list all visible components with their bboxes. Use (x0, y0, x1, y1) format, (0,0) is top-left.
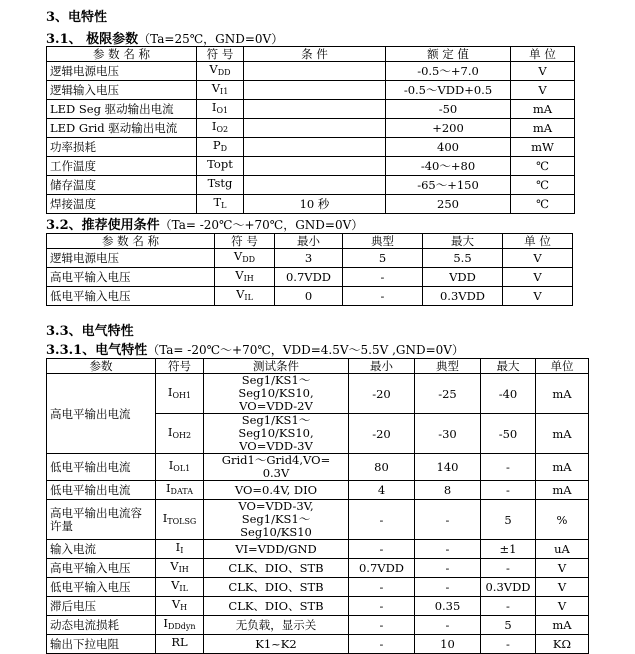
col-header: 符 号 (215, 234, 275, 249)
param-max: - (481, 597, 536, 616)
param-typ: -25 (415, 374, 481, 414)
table-row (47, 119, 575, 138)
table-row (47, 454, 589, 481)
param-name: 逻辑电源电压 (47, 62, 197, 81)
param-condition: CLK、DIO、STB (204, 597, 349, 616)
section-3-2-conditions: （Ta= -20℃～+70℃，GND=0V） (159, 218, 364, 232)
param-name: 逻辑电源电压 (47, 249, 215, 268)
param-unit: mA (511, 100, 575, 119)
symbol-letter: V (171, 578, 180, 592)
param-symbol (156, 481, 204, 500)
symbol-letter: I (168, 458, 174, 472)
section-3-title: 3、电特性 (46, 10, 108, 25)
param-name: 输入电流 (47, 540, 156, 559)
symbol-letter: I (163, 616, 168, 630)
param-unit: ℃ (511, 176, 575, 195)
param-max: VDD (423, 268, 503, 287)
param-symbol (197, 157, 244, 176)
param-max: - (481, 559, 536, 578)
param-condition: Seg1/KS1～Seg10/KS10, VO=VDD-3V (204, 414, 349, 454)
section-3-3-title: 3.3、电气特性 (46, 324, 134, 339)
symbol-letter: V (171, 597, 181, 611)
param-condition: 无负载，显示关 (204, 616, 349, 635)
param-unit: mA (511, 119, 575, 138)
table-row (47, 481, 589, 500)
symbol-letter: I (211, 100, 217, 114)
param-symbol (156, 540, 204, 559)
symbol-letter: V (209, 62, 218, 76)
param-rating: -40～+80 (386, 157, 511, 176)
col-header: 参 数 名 称 (47, 47, 197, 62)
param-min: - (349, 500, 415, 540)
param-typ: - (343, 268, 423, 287)
col-header: 符 号 (197, 47, 244, 62)
param-min: 3 (275, 249, 343, 268)
param-min: -20 (349, 374, 415, 414)
symbol-subscript: I (180, 546, 184, 555)
param-typ: - (343, 287, 423, 306)
param-condition: Grid1～Grid4,VO= 0.3V (204, 454, 349, 481)
param-typ: - (415, 540, 481, 559)
col-header: 单位 (536, 359, 589, 374)
symbol-letter: I (211, 119, 217, 133)
param-symbol (156, 500, 204, 540)
symbol-subscript: DDdyn (167, 622, 196, 631)
param-name: 功率损耗 (47, 138, 197, 157)
param-symbol (215, 268, 275, 287)
param-rating: 250 (386, 195, 511, 214)
symbol-letter: I (166, 481, 171, 495)
table-row (47, 287, 573, 306)
col-header: 额 定 值 (386, 47, 511, 62)
param-unit: mA (536, 481, 589, 500)
param-max: 5 (481, 616, 536, 635)
param-symbol (156, 597, 204, 616)
param-typ: -30 (415, 414, 481, 454)
param-unit: uA (536, 540, 589, 559)
param-symbol (156, 454, 204, 481)
param-name: 低电平输出电流 (47, 481, 156, 500)
section-3-1-heading (46, 28, 283, 47)
param-symbol (156, 616, 204, 635)
param-condition: K1~K2 (204, 635, 349, 654)
col-header: 条 件 (244, 47, 386, 62)
param-max: -40 (481, 374, 536, 414)
param-min: - (349, 616, 415, 635)
symbol-subscript: OL1 (173, 464, 191, 473)
param-symbol (156, 578, 204, 597)
param-unit: V (503, 287, 573, 306)
param-min: - (349, 635, 415, 654)
col-header: 最小 (349, 359, 415, 374)
symbol-letter: V (170, 559, 179, 573)
symbol-letter: T (213, 195, 222, 209)
section-3-1-title: 3.1、 极限参数 (46, 32, 139, 47)
param-rating: -0.5～+7.0 (386, 62, 511, 81)
symbol-letter: I (167, 384, 173, 399)
param-min: -20 (349, 414, 415, 454)
param-name: 高电平输出电流 (47, 374, 156, 454)
param-name: 滞后电压 (47, 597, 156, 616)
param-typ: - (415, 559, 481, 578)
section-3-3-1-conditions: （Ta= -20℃～+70℃，VDD=4.5V～5.5V ,GND=0V） (147, 343, 464, 357)
param-symbol (197, 100, 244, 119)
param-name: 输出下拉电阻 (47, 635, 156, 654)
param-min: 4 (349, 481, 415, 500)
param-min: 0.7VDD (349, 559, 415, 578)
param-unit: mA (536, 616, 589, 635)
table-row (47, 62, 575, 81)
section-3-1-conditions: （Ta=25℃，GND=0V） (138, 32, 284, 46)
table-row (47, 176, 575, 195)
param-unit: ℃ (511, 195, 575, 214)
symbol-subscript: IH (243, 274, 254, 283)
param-unit: V (503, 268, 573, 287)
param-unit: % (536, 500, 589, 540)
electrical-characteristics-table (46, 358, 589, 654)
param-typ: 0.35 (415, 597, 481, 616)
col-header: 典型 (415, 359, 481, 374)
param-name: LED Seg 驱动输出电流 (47, 100, 197, 119)
param-rating: 400 (386, 138, 511, 157)
param-condition: CLK、DIO、STB (204, 559, 349, 578)
symbol-subscript: O1 (216, 106, 229, 115)
section-3-2-heading (46, 214, 363, 233)
param-symbol (197, 138, 244, 157)
table-row (47, 597, 589, 616)
param-unit: mA (536, 454, 589, 481)
param-condition (244, 119, 386, 138)
param-condition (244, 176, 386, 195)
param-symbol (156, 559, 204, 578)
table-row (47, 249, 573, 268)
param-condition: VO=VDD-3V, Seg1/KS1～Seg10/KS10 (204, 500, 349, 540)
param-unit: V (511, 81, 575, 100)
symbol-subscript: IH (178, 565, 189, 574)
symbol-subscript: I1 (220, 87, 229, 96)
param-rating: +200 (386, 119, 511, 138)
section-3-3-1-heading (46, 339, 464, 358)
param-max: ±1 (481, 540, 536, 559)
param-name: 焊接温度 (47, 195, 197, 214)
table-row (47, 635, 589, 654)
param-name: 高电平输入电压 (47, 559, 156, 578)
symbol-letter: V (233, 249, 243, 263)
table-row (47, 616, 589, 635)
table-row (47, 195, 575, 214)
symbol-letter: Topt (207, 157, 233, 171)
param-max: - (481, 481, 536, 500)
param-typ: 8 (415, 481, 481, 500)
param-unit: mW (511, 138, 575, 157)
param-max: -50 (481, 414, 536, 454)
param-condition: VI=VDD/GND (204, 540, 349, 559)
table-row (47, 578, 589, 597)
param-rating: -50 (386, 100, 511, 119)
symbol-subscript: DATA (170, 487, 193, 496)
param-name: 储存温度 (47, 176, 197, 195)
col-header: 典型 (343, 234, 423, 249)
param-unit: V (503, 249, 573, 268)
symbol-letter: V (211, 81, 221, 95)
param-min: - (349, 540, 415, 559)
param-typ: 140 (415, 454, 481, 481)
symbol-letter: I (175, 540, 181, 554)
col-header: 单 位 (511, 47, 575, 62)
table-row (47, 81, 575, 100)
param-unit: V (536, 597, 589, 616)
param-name: 高电平输入电压 (47, 268, 215, 287)
param-symbol (197, 62, 244, 81)
param-symbol (197, 81, 244, 100)
section-3-2-title: 3.2、推荐使用条件 (46, 218, 160, 233)
table-row (47, 100, 575, 119)
param-typ: - (415, 500, 481, 540)
param-rating: -0.5～VDD+0.5 (386, 81, 511, 100)
symbol-subscript: H (180, 603, 188, 612)
param-condition (244, 138, 386, 157)
param-typ: - (415, 578, 481, 597)
col-header: 测试条件 (204, 359, 349, 374)
param-name: 工作温度 (47, 157, 197, 176)
param-condition: CLK、DIO、STB (204, 578, 349, 597)
param-condition: Seg1/KS1～Seg10/KS10, VO=VDD-2V (204, 374, 349, 414)
param-typ: 5 (343, 249, 423, 268)
section-3-3-1-title: 3.3.1、电气特性 (46, 343, 148, 358)
col-header: 最小 (275, 234, 343, 249)
param-name: 低电平输入电压 (47, 578, 156, 597)
param-rating: -65～+150 (386, 176, 511, 195)
table-row (47, 268, 573, 287)
table-row (47, 138, 575, 157)
symbol-letter: P (212, 138, 221, 152)
param-symbol (215, 249, 275, 268)
param-condition: 10 秒 (244, 195, 386, 214)
param-max: 0.3VDD (481, 578, 536, 597)
param-min: 0 (275, 287, 343, 306)
symbol-letter: I (167, 424, 173, 439)
absolute-max-table (46, 46, 575, 214)
col-header: 单 位 (503, 234, 573, 249)
param-unit: ℃ (511, 157, 575, 176)
param-unit: KΩ (536, 635, 589, 654)
param-condition (244, 100, 386, 119)
param-min: - (349, 597, 415, 616)
param-symbol (197, 119, 244, 138)
param-max: - (481, 635, 536, 654)
symbol-letter: V (236, 287, 245, 301)
param-symbol (156, 374, 204, 414)
param-unit: mA (536, 414, 589, 454)
col-header: 最大 (481, 359, 536, 374)
param-symbol (156, 414, 204, 454)
symbol-subscript: IL (244, 293, 253, 302)
table-row (47, 374, 589, 414)
col-header: 符号 (156, 359, 204, 374)
param-unit: V (536, 559, 589, 578)
symbol-subscript: DD (217, 68, 231, 77)
symbol-subscript: D (220, 144, 228, 153)
param-min: 0.7VDD (275, 268, 343, 287)
table-row (47, 559, 589, 578)
param-unit: mA (536, 374, 589, 414)
table-row (47, 157, 575, 176)
param-name: 高电平输出电流容许量 (47, 500, 156, 540)
symbol-subscript: OH1 (172, 390, 192, 400)
recommended-conditions-table (46, 233, 573, 306)
param-symbol (215, 287, 275, 306)
symbol-letter: RL (171, 635, 188, 649)
symbol-letter: V (235, 268, 244, 282)
param-max: 0.3VDD (423, 287, 503, 306)
param-max: 5.5 (423, 249, 503, 268)
param-condition (244, 62, 386, 81)
param-unit: V (511, 62, 575, 81)
symbol-subscript: TOLSG (167, 516, 197, 526)
symbol-letter: I (162, 510, 168, 525)
param-max: - (481, 454, 536, 481)
param-condition: VO=0.4V, DIO (204, 481, 349, 500)
param-name: 低电平输入电压 (47, 287, 215, 306)
table-row (47, 500, 589, 540)
param-name: 动态电流损耗 (47, 616, 156, 635)
param-symbol (156, 635, 204, 654)
symbol-subscript: O2 (216, 125, 229, 134)
param-min: 80 (349, 454, 415, 481)
col-header: 最大 (423, 234, 503, 249)
param-min: - (349, 578, 415, 597)
param-name: LED Grid 驱动输出电流 (47, 119, 197, 138)
param-condition (244, 157, 386, 176)
param-name: 逻辑输入电压 (47, 81, 197, 100)
param-unit: V (536, 578, 589, 597)
table-row (47, 540, 589, 559)
param-typ: - (415, 616, 481, 635)
param-symbol (197, 195, 244, 214)
param-condition (244, 81, 386, 100)
symbol-subscript: L (221, 201, 227, 210)
param-max: 5 (481, 500, 536, 540)
param-typ: 10 (415, 635, 481, 654)
symbol-subscript: OH2 (172, 430, 192, 440)
symbol-letter: Tstg (207, 176, 233, 190)
symbol-subscript: IL (179, 584, 188, 593)
symbol-subscript: DD (242, 255, 256, 264)
param-name: 低电平输出电流 (47, 454, 156, 481)
col-header: 参数 (47, 359, 156, 374)
col-header: 参 数 名 称 (47, 234, 215, 249)
param-symbol (197, 176, 244, 195)
